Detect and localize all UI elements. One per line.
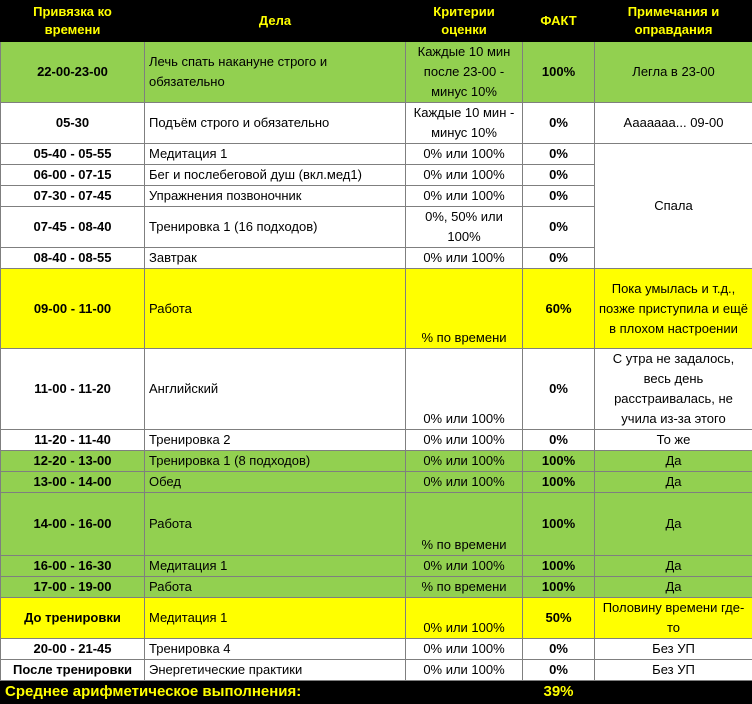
- row-criteria: 0% или 100%: [406, 472, 523, 493]
- row-criteria: 0% или 100%: [406, 556, 523, 577]
- row-note: Без УП: [595, 639, 752, 660]
- row-fact: 100%: [523, 556, 595, 577]
- row-criteria: 0% или 100%: [406, 144, 523, 165]
- row-task: Работа: [145, 269, 406, 349]
- row-fact: 50%: [523, 598, 595, 639]
- row-note: Да: [595, 577, 752, 598]
- row-task: Подъём строго и обязательно: [145, 103, 406, 144]
- header-time: Привязка ко времени: [1, 1, 145, 42]
- footer-row: [1, 681, 752, 704]
- row-criteria: 0% или 100%: [406, 186, 523, 207]
- footer-empty: [595, 681, 752, 704]
- header-notes: Примечания и оправдания: [595, 1, 752, 42]
- row-time: 07-30 - 07-45: [1, 186, 145, 207]
- table-row: [1, 103, 752, 144]
- row-time: 20-00 - 21-45: [1, 639, 145, 660]
- table-row: [1, 472, 752, 493]
- row-task: Упражнения позвоночник: [145, 186, 406, 207]
- row-fact: 0%: [523, 165, 595, 186]
- row-fact: 100%: [523, 577, 595, 598]
- row-criteria: Каждые 10 мин - минус 10%: [406, 103, 523, 144]
- row-criteria: 0% или 100%: [406, 248, 523, 269]
- row-task: Работа: [145, 493, 406, 556]
- row-criteria: 0% или 100%: [406, 165, 523, 186]
- row-time: 08-40 - 08-55: [1, 248, 145, 269]
- footer-label: Среднее арифметическое выполнения:: [1, 681, 523, 704]
- row-task: Медитация 1: [145, 556, 406, 577]
- table-row: [1, 556, 752, 577]
- row-fact: 100%: [523, 451, 595, 472]
- row-criteria: 0% или 100%: [406, 660, 523, 681]
- row-task: Тренировка 4: [145, 639, 406, 660]
- row-task: Бег и послебеговой душ (вкл.мед1): [145, 165, 406, 186]
- row-note: Без УП: [595, 660, 752, 681]
- table-row: [1, 639, 752, 660]
- header-criteria: Критерии оценки: [406, 1, 523, 42]
- table-row: [1, 660, 752, 681]
- row-criteria: 0% или 100%: [406, 349, 523, 430]
- row-criteria: % по времени: [406, 493, 523, 556]
- row-time: 22-00-23-00: [1, 42, 145, 103]
- row-time: 05-30: [1, 103, 145, 144]
- table-row: [1, 493, 752, 556]
- header-task: Дела: [145, 1, 406, 42]
- row-time: 11-20 - 11-40: [1, 430, 145, 451]
- row-note: Пока умылась и т.д., позже приступила и ещё в плохом настроении: [595, 269, 752, 349]
- row-fact: 0%: [523, 430, 595, 451]
- row-criteria: 0% или 100%: [406, 451, 523, 472]
- row-fact: 100%: [523, 42, 595, 103]
- row-criteria: 0% или 100%: [406, 639, 523, 660]
- row-fact: 0%: [523, 207, 595, 248]
- row-note: Спала: [595, 144, 752, 269]
- row-task: Лечь спать накануне строго и обязательно: [145, 42, 406, 103]
- row-criteria: % по времени: [406, 577, 523, 598]
- row-time: 16-00 - 16-30: [1, 556, 145, 577]
- row-fact: 0%: [523, 660, 595, 681]
- row-task: Обед: [145, 472, 406, 493]
- row-fact: 0%: [523, 186, 595, 207]
- row-fact: 0%: [523, 639, 595, 660]
- row-fact: 60%: [523, 269, 595, 349]
- table-row: [1, 430, 752, 451]
- row-time: 07-45 - 08-40: [1, 207, 145, 248]
- row-criteria: Каждые 10 мин после 23-00 - минус 10%: [406, 42, 523, 103]
- row-time: 05-40 - 05-55: [1, 144, 145, 165]
- row-task: Медитация 1: [145, 598, 406, 639]
- row-time: 14-00 - 16-00: [1, 493, 145, 556]
- row-fact: 0%: [523, 144, 595, 165]
- row-time: 11-00 - 11-20: [1, 349, 145, 430]
- row-task: Тренировка 1 (8 подходов): [145, 451, 406, 472]
- row-note: Да: [595, 472, 752, 493]
- row-task: Работа: [145, 577, 406, 598]
- row-fact: 0%: [523, 349, 595, 430]
- table-row: [1, 577, 752, 598]
- row-time: До тренировки: [1, 598, 145, 639]
- row-criteria: 0% или 100%: [406, 430, 523, 451]
- row-time: 06-00 - 07-15: [1, 165, 145, 186]
- row-fact: 100%: [523, 493, 595, 556]
- table-row: [1, 269, 752, 349]
- row-task: Медитация 1: [145, 144, 406, 165]
- row-time: После тренировки: [1, 660, 145, 681]
- row-criteria: 0%, 50% или 100%: [406, 207, 523, 248]
- row-note: Легла в 23-00: [595, 42, 752, 103]
- row-task: Английский: [145, 349, 406, 430]
- footer-value: 39%: [523, 681, 595, 704]
- row-task: Тренировка 1 (16 подходов): [145, 207, 406, 248]
- row-time: 13-00 - 14-00: [1, 472, 145, 493]
- row-note: Да: [595, 556, 752, 577]
- row-fact: 100%: [523, 472, 595, 493]
- row-criteria: % по времени: [406, 269, 523, 349]
- row-note: Да: [595, 493, 752, 556]
- table-row: [1, 451, 752, 472]
- row-task: Тренировка 2: [145, 430, 406, 451]
- row-time: 17-00 - 19-00: [1, 577, 145, 598]
- row-note: С утра не задалось, весь день расстраивалась, не учила из-за этого: [595, 349, 752, 430]
- table-row: [1, 144, 752, 165]
- row-fact: 0%: [523, 103, 595, 144]
- table-row: [1, 598, 752, 639]
- row-note: Да: [595, 451, 752, 472]
- row-note: Половину времени где-то: [595, 598, 752, 639]
- row-note: То же: [595, 430, 752, 451]
- row-task: Энергетические практики: [145, 660, 406, 681]
- table-row: [1, 42, 752, 103]
- row-task: Завтрак: [145, 248, 406, 269]
- row-time: 12-20 - 13-00: [1, 451, 145, 472]
- table-row: [1, 349, 752, 430]
- header-row: [1, 1, 752, 42]
- row-time: 09-00 - 11-00: [1, 269, 145, 349]
- header-fact: ФАКТ: [523, 1, 595, 42]
- row-criteria: 0% или 100%: [406, 598, 523, 639]
- row-fact: 0%: [523, 248, 595, 269]
- row-note: Ааааааа... 09-00: [595, 103, 752, 144]
